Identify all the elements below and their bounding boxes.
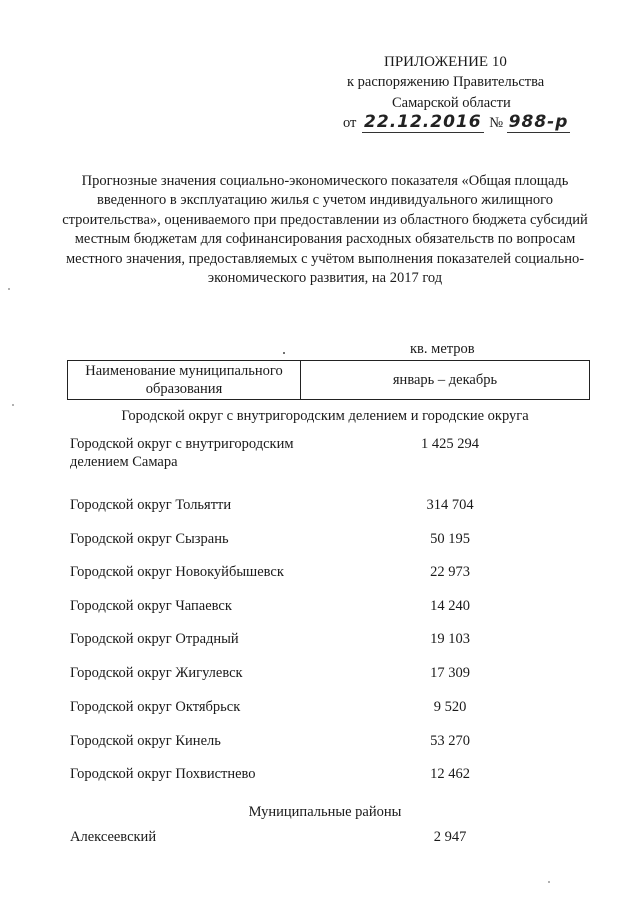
row-name: Городской округ Октябрьск xyxy=(70,699,241,715)
section-title-city-districts: Городской округ с внутригородским делением и городские округа xyxy=(121,408,529,424)
row-value: 19 103 xyxy=(430,631,470,647)
row-value: 14 240 xyxy=(430,598,470,614)
header-name-column: Наименование муниципального образования xyxy=(68,361,301,400)
row-name: Алексеевский xyxy=(70,829,157,845)
row-value: 53 270 xyxy=(430,733,470,749)
row-value: 17 309 xyxy=(430,665,470,681)
row-name: Городской округ Чапаевск xyxy=(70,598,232,614)
date-prefix: от xyxy=(343,115,357,131)
row-value: 22 973 xyxy=(430,564,470,580)
row-value: 1 425 294 xyxy=(421,436,479,452)
appendix-title: ПРИЛОЖЕНИЕ 10 xyxy=(384,54,507,70)
row-name: Городской округ Сызрань xyxy=(70,531,229,547)
row-name: Городской округ с внутригородским делением Самара xyxy=(70,436,294,470)
row-name: Городской округ Похвистнево xyxy=(70,766,256,782)
row-name: Городской округ Отрадный xyxy=(70,631,239,647)
table-header xyxy=(67,360,590,400)
row-name: Городской округ Кинель xyxy=(70,733,221,749)
scan-speck xyxy=(8,288,10,290)
appendix-region-line: Самарской области xyxy=(392,95,511,111)
row-value: 12 462 xyxy=(430,766,470,782)
appendix-date-number-line xyxy=(343,112,570,133)
row-value: 9 520 xyxy=(433,699,467,715)
handwritten-number: 988-р xyxy=(508,112,569,132)
row-value: 50 195 xyxy=(430,531,470,547)
row-value: 314 704 xyxy=(426,497,474,513)
header-period-column: январь – декабрь xyxy=(301,361,590,400)
appendix-order-line: к распоряжению Правительства xyxy=(347,74,545,90)
document-heading: Прогнозные значения социально-экономического показателя «Общая площадь введенного в эксплуатацию жилья с учетом индивидуального жилищного строительства», оцениваемого при предоставлении из областного бюджета субсидий местным бюджетам для софинансирования расходных обязательств по вопросам местного значения, предоставляемых с учётом выполнения показателей социально-экономического развития, на 2017 год xyxy=(62,173,588,287)
handwritten-date: 22.12.2016 xyxy=(364,112,482,132)
scan-speck xyxy=(548,881,550,883)
row-name: Городской округ Новокуйбышевск xyxy=(70,564,284,580)
section-title-municipal-districts: Муниципальные районы xyxy=(248,804,402,820)
scan-dot xyxy=(283,352,285,354)
row-name: Городской округ Жигулевск xyxy=(70,665,243,681)
units-label: кв. метров xyxy=(410,341,475,357)
row-name: Городской округ Тольятти xyxy=(70,497,232,513)
number-prefix: № xyxy=(489,115,504,131)
scan-speck xyxy=(12,404,14,406)
row-value: 2 947 xyxy=(433,829,467,845)
